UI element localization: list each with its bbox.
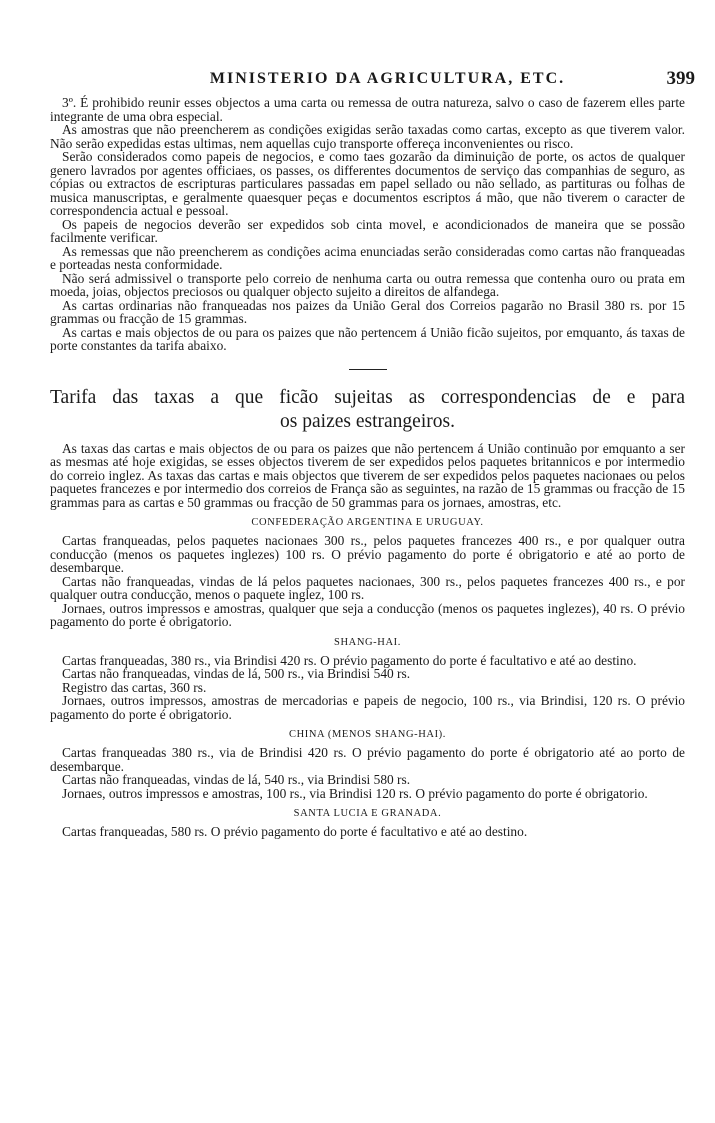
tariff-title-line-1: Tarifa das taxas a que ficão sujeitas as correspondencias de e para	[50, 386, 685, 408]
paragraph: Cartas franqueadas, 580 rs. O prévio pagamento do porte é facultativo e até ao destino.	[62, 824, 528, 839]
paragraph: Cartas não franqueadas, vindas de lá, 540 rs., via Brindisi 580 rs.	[62, 772, 411, 787]
section-divider	[349, 369, 387, 370]
paragraph: As cartas e mais objectos de ou para os paizes que não pertencem á União ficão sujeitos, por emquanto, ás taxas de porte constantes da tarifa abaixo.	[50, 324, 685, 353]
running-title: MINISTERIO DA AGRICULTURA, ETC.	[209, 70, 566, 87]
paragraph: Cartas franqueadas, pelos paquetes nacionaes 300 rs., pelos paquetes francezes 400 rs., e por qualquer outra conducção (menos os paquetes inglezes) 100 rs. O prévio pagamento do porte é obrigatorio e até ao porto de desembarque.	[50, 533, 685, 575]
paragraph: Jornaes, outros impressos, amostras de mercadorias e papeis de negocio, 100 rs., via Brindisi, 120 rs. O prévio pagamento do porte é obrigatorio.	[50, 693, 685, 722]
tariff-section-china	[50, 729, 685, 800]
paragraph: 3º. É prohibido reunir esses objectos a uma carta ou remessa de outra natureza, salvo o caso de fazerem elles parte integrante de uma obra especial.	[50, 95, 685, 124]
page-number: 399	[666, 68, 695, 89]
section-heading: SHANG-HAI.	[334, 636, 401, 648]
paragraph: Cartas não franqueadas, vindas de lá pelos paquetes nacionaes, 300 rs., pelos paquetes francezes 400 rs., e por qualquer outra conducção, menos o paquete inglez, 100 rs.	[50, 573, 685, 602]
paragraph: Os papeis de negocios deverão ser expedidos sob cinta movel, e acondicionados de maneira que se possão facilmente verificar.	[50, 216, 685, 245]
paragraph: As cartas ordinarias não franqueadas nos paizes da União Geral dos Correios pagarão no Brasil 380 rs. por 15 grammas ou fracção de 15 grammas.	[50, 297, 685, 326]
paragraph: Serão considerados como papeis de negocios, e como taes gozarão da diminuição de porte, os actos de qualquer genero lavrados por agentes officiaes, os passes, os differentes documentos de serviço das companhias de seguro, as cópias ou extractos de escripturas particulares passadas em papel sellado ou não sellado, as partituras ou folhas de musica manuscriptas, e geralmente quaesquer peças e documentos escriptos á mão, que não tiverem o caracter de correspondencia actual e pessoal.	[50, 149, 685, 218]
section-heading: CONFEDERAÇÃO ARGENTINA E URUGUAY.	[251, 517, 484, 528]
paragraph: Jornaes, outros impressos e amostras, 100 rs., via Brindisi 120 rs. O prévio pagamento do porte é obrigatorio.	[62, 785, 648, 801]
running-head	[50, 68, 695, 96]
section-heading: CHINA (MENOS SHANG-HAI).	[288, 729, 447, 740]
paragraph: As remessas que não preencherem as condições acima enunciadas serão consideradas como cartas não franqueadas e porteadas nesta conformidade.	[50, 243, 685, 272]
paragraph: Cartas franqueadas 380 rs., via de Brindisi 420 rs. O prévio pagamento do porte é obrigatorio até ao porto de desembarque.	[50, 745, 685, 774]
document-page	[50, 68, 695, 839]
tariff-title-line-2: os paizes estrangeiros.	[280, 410, 455, 432]
tariff-section-shang-hai	[50, 637, 685, 722]
tariff-section-argentina-uruguay	[50, 517, 685, 629]
tariff-title	[50, 386, 685, 434]
paragraph: Cartas franqueadas, 380 rs., via Brindisi 420 rs. O prévio pagamento do porte é facultativo e até ao destino.	[62, 652, 637, 668]
paragraph: Registro das cartas, 360 rs.	[62, 679, 207, 695]
paragraph: As amostras que não preencherem as condições exigidas serão taxadas como cartas, excepto as que tiverem valor. Não serão expedidas estas ultimas, nem aquellas cujo transporte offereça inconvenientes ou risco.	[50, 122, 685, 151]
paragraph: Jornaes, outros impressos e amostras, qualquer que seja a conducção (menos os paquetes inglezes), 40 rs. O prévio pagamento do porte é obrigatorio.	[50, 600, 685, 629]
paragraph: Cartas não franqueadas, vindas de lá, 500 rs., via Brindisi 540 rs.	[62, 666, 411, 681]
tariff-section-santa-lucia-granada	[50, 808, 685, 839]
paragraph: Não será admissivel o transporte pelo correio de nenhuma carta ou outra remessa que contenha ouro ou prata em moeda, joias, objectos preciosos ou qualquer objecto sujeito a direitos de alfandega.	[50, 270, 685, 299]
conditions-block	[50, 96, 685, 353]
section-heading: SANTA LUCIA E GRANADA.	[293, 808, 442, 819]
tariff-intro: As taxas das cartas e mais objectos de ou para os paizes que não pertencem á União continuão por emquanto a ser as mesmas até hoje exigidas, se esses objectos tiverem de ser expedidos pelos paquetes britannicos e por intermedio do correio inglez. As taxas das cartas e mais objectos que tiverem de ser expedidos pelos paquetes nacionaes ou pelos paquetes francezes e por intermedio dos correios de França são as seguintes, na razão de 15 grammas ou fracção de 15 grammas para as cartas e 50 grammas ou fracção de 50 grammas para os jornaes, amostras, etc.	[50, 440, 685, 510]
